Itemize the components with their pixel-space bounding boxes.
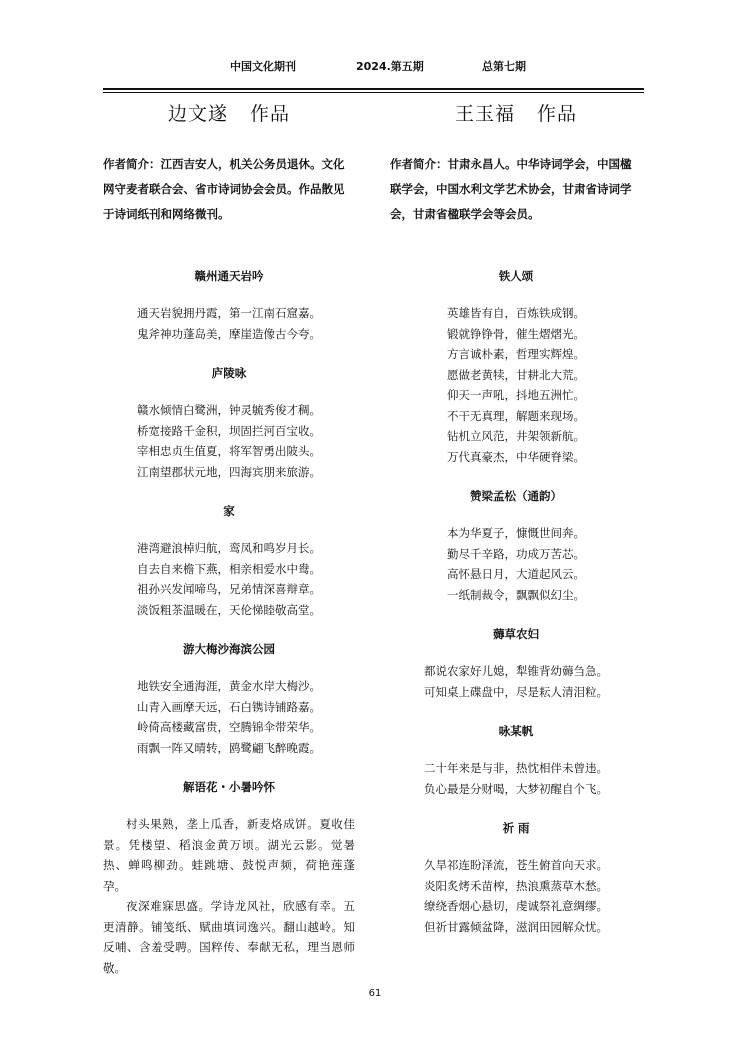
poem-line: 可知桌上碟盘中，尽是耘人清泪粒。 xyxy=(424,684,608,699)
poem-line: 江南望郡状元地，四海宾朋来旅游。 xyxy=(137,464,321,479)
poem-line: 岭倚高楼藏富贵，空腾锦伞带荣华。 xyxy=(137,720,321,734)
poem-line: 钻机立风范，井架领新航。 xyxy=(447,429,585,443)
left-poem-4-title: 游大梅沙海滨公园 xyxy=(183,642,275,656)
right-poem-4-body xyxy=(390,758,642,799)
poem-paragraph: 村头果熟，垄上瓜香，新麦烙成饼。夏收佳景。凭楼望、稻浪金黄万顷。湖光云影。觉暑热、蝉鸣柳劲。蛙跳塘、鼓悦声频，荷艳莲蓬孕。 xyxy=(103,817,355,893)
left-poem-5-body xyxy=(103,814,355,978)
right-poem-2-body xyxy=(390,523,642,605)
poem-line: 通天岩貌拥丹霞，第一江南石窟嘉。 xyxy=(137,306,321,320)
poem-line: 淡饭粗茶温暖在，天伦悌睦敬高堂。 xyxy=(137,602,321,617)
header-rule-thin xyxy=(103,92,644,93)
poem-line: 都说农家好儿媳，犁锥背幼薅刍急。 xyxy=(424,664,608,678)
left-poem-3-title: 家 xyxy=(223,504,235,518)
left-poem-3-body xyxy=(103,538,355,620)
right-poem-2-title: 赞梁孟松（通韵） xyxy=(470,489,562,503)
left-poem-4-body xyxy=(103,676,355,758)
magazine-name: 中国文化期刊 xyxy=(230,60,296,73)
right-poem-1-body xyxy=(390,303,642,467)
poem-line: 自去自来檐下燕，相亲相爱水中鸯。 xyxy=(137,561,321,576)
right-poem-3-body xyxy=(390,661,642,702)
poem-line: 万代真豪杰，中华硬脊梁。 xyxy=(447,449,585,464)
right-works-label: 作品 xyxy=(537,103,578,125)
poem-line: 缭绕香烟心悬切，虔诚祭礼意绸缪。 xyxy=(424,899,608,913)
poem-line: 山青入画摩天远，石白镌诗铺路嘉。 xyxy=(137,699,321,714)
left-poem-1-title: 赣州通天岩吟 xyxy=(194,269,264,283)
poem-line: 仰天一声吼，抖地五洲忙。 xyxy=(447,388,585,402)
poem-line: 一纸制裁令，飘飘似幻尘。 xyxy=(447,587,585,602)
left-poem-2-title: 庐陵咏 xyxy=(211,366,247,380)
poem-line: 本为华夏子，慷慨世间奔。 xyxy=(447,526,585,540)
poem-line: 宰相忠贞生值夏，将军智勇出陂头。 xyxy=(137,444,321,458)
poem-line: 鬼斧神功蓬岛美，摩崖造像古今夸。 xyxy=(137,326,321,341)
left-poem-2-body xyxy=(103,400,355,482)
poem-line: 桥宽接路千金积，坝固拦河百宝收。 xyxy=(137,423,321,438)
left-works-label: 作品 xyxy=(250,103,291,125)
poem-line: 炎阳炙烤禾苗榨，热浪熏蒸草木愁。 xyxy=(424,878,608,893)
total-issue-label: 总第七期 xyxy=(482,60,526,73)
poem-line: 负心最是分财喝，大梦初醒自个飞。 xyxy=(424,781,608,796)
left-author-bio: 作者简介：江西吉安人，机关公务员退休。文化网守麦者联合会、省市诗词协会会员。作品散见于诗词纸刊和网络微刊。 xyxy=(103,157,345,221)
poem-line: 港湾避浪棹归航，鸾凤和鸣岁月长。 xyxy=(137,541,321,555)
right-poem-3-title: 薅草农妇 xyxy=(493,627,539,641)
poem-line: 但祈甘露倾盆降，滋润田园解众忧。 xyxy=(424,919,608,934)
poem-line: 赣水倾情白鹭洲，钟灵毓秀俊才稠。 xyxy=(137,403,321,417)
page-number: 61 xyxy=(368,988,382,999)
poem-line: 锻就铮铮骨，催生熠熠光。 xyxy=(447,326,585,341)
header-rule-thick xyxy=(103,88,644,90)
poem-line: 方言诚朴素，哲理实辉煌。 xyxy=(447,347,585,361)
poem-line: 愿做老黄犊，甘耕北大荒。 xyxy=(447,367,585,382)
left-poem-5-title: 解语花・小暑吟怀 xyxy=(183,780,275,794)
poem-line: 久旱祁连盼泽流，苍生俯首向天求。 xyxy=(424,858,608,872)
right-poem-4-title: 咏某帆 xyxy=(498,724,534,738)
left-poem-1-body xyxy=(103,303,355,344)
poem-line: 二十年来是与非，热忱相伴未曾违。 xyxy=(424,761,608,775)
right-poem-1-title: 铁人颂 xyxy=(498,269,534,283)
poem-line: 高怀悬日月，大道起风云。 xyxy=(447,567,585,581)
right-poem-5-body xyxy=(390,855,642,937)
poem-line: 勤尽千辛路，功成万苦芯。 xyxy=(447,546,585,561)
poem-line: 祖孙兴发闻啼鸟，兄弟情深喜辩章。 xyxy=(137,582,321,596)
issue-label: 2024.第五期 xyxy=(356,60,424,73)
poem-line: 不干无真理，解题来现场。 xyxy=(447,408,585,423)
left-author-name: 边文遂 xyxy=(167,103,228,125)
right-author-bio: 作者简介：甘肃永昌人。中华诗词学会，中国楹联学会，中国水利文学艺术协会，甘肃省诗词学会，甘肃省楹联学会等会员。 xyxy=(390,157,632,221)
right-column xyxy=(390,96,642,937)
left-column xyxy=(103,96,355,978)
poem-line: 英雄皆有自，百炼铁成钢。 xyxy=(447,306,585,320)
right-poem-5-title: 祈 雨 xyxy=(502,821,530,835)
poem-paragraph: 夜深难寐思盛。学诗龙风社，欣感有幸。五更清静。铺笺纸、赋曲填词逸兴。翻山越岭。知反哺、含羞受聘。国粹传、奉献无私，理当恩师敬。 xyxy=(103,899,355,975)
right-author-title xyxy=(390,96,642,132)
left-author-title xyxy=(103,96,355,132)
poem-line: 地铁安全通海涯，黄金水岸大梅沙。 xyxy=(137,679,321,693)
right-author-name: 王玉福 xyxy=(454,103,515,125)
poem-line: 雨飘一阵又晴转，鸥鹭翩飞醉晚霞。 xyxy=(137,740,321,755)
